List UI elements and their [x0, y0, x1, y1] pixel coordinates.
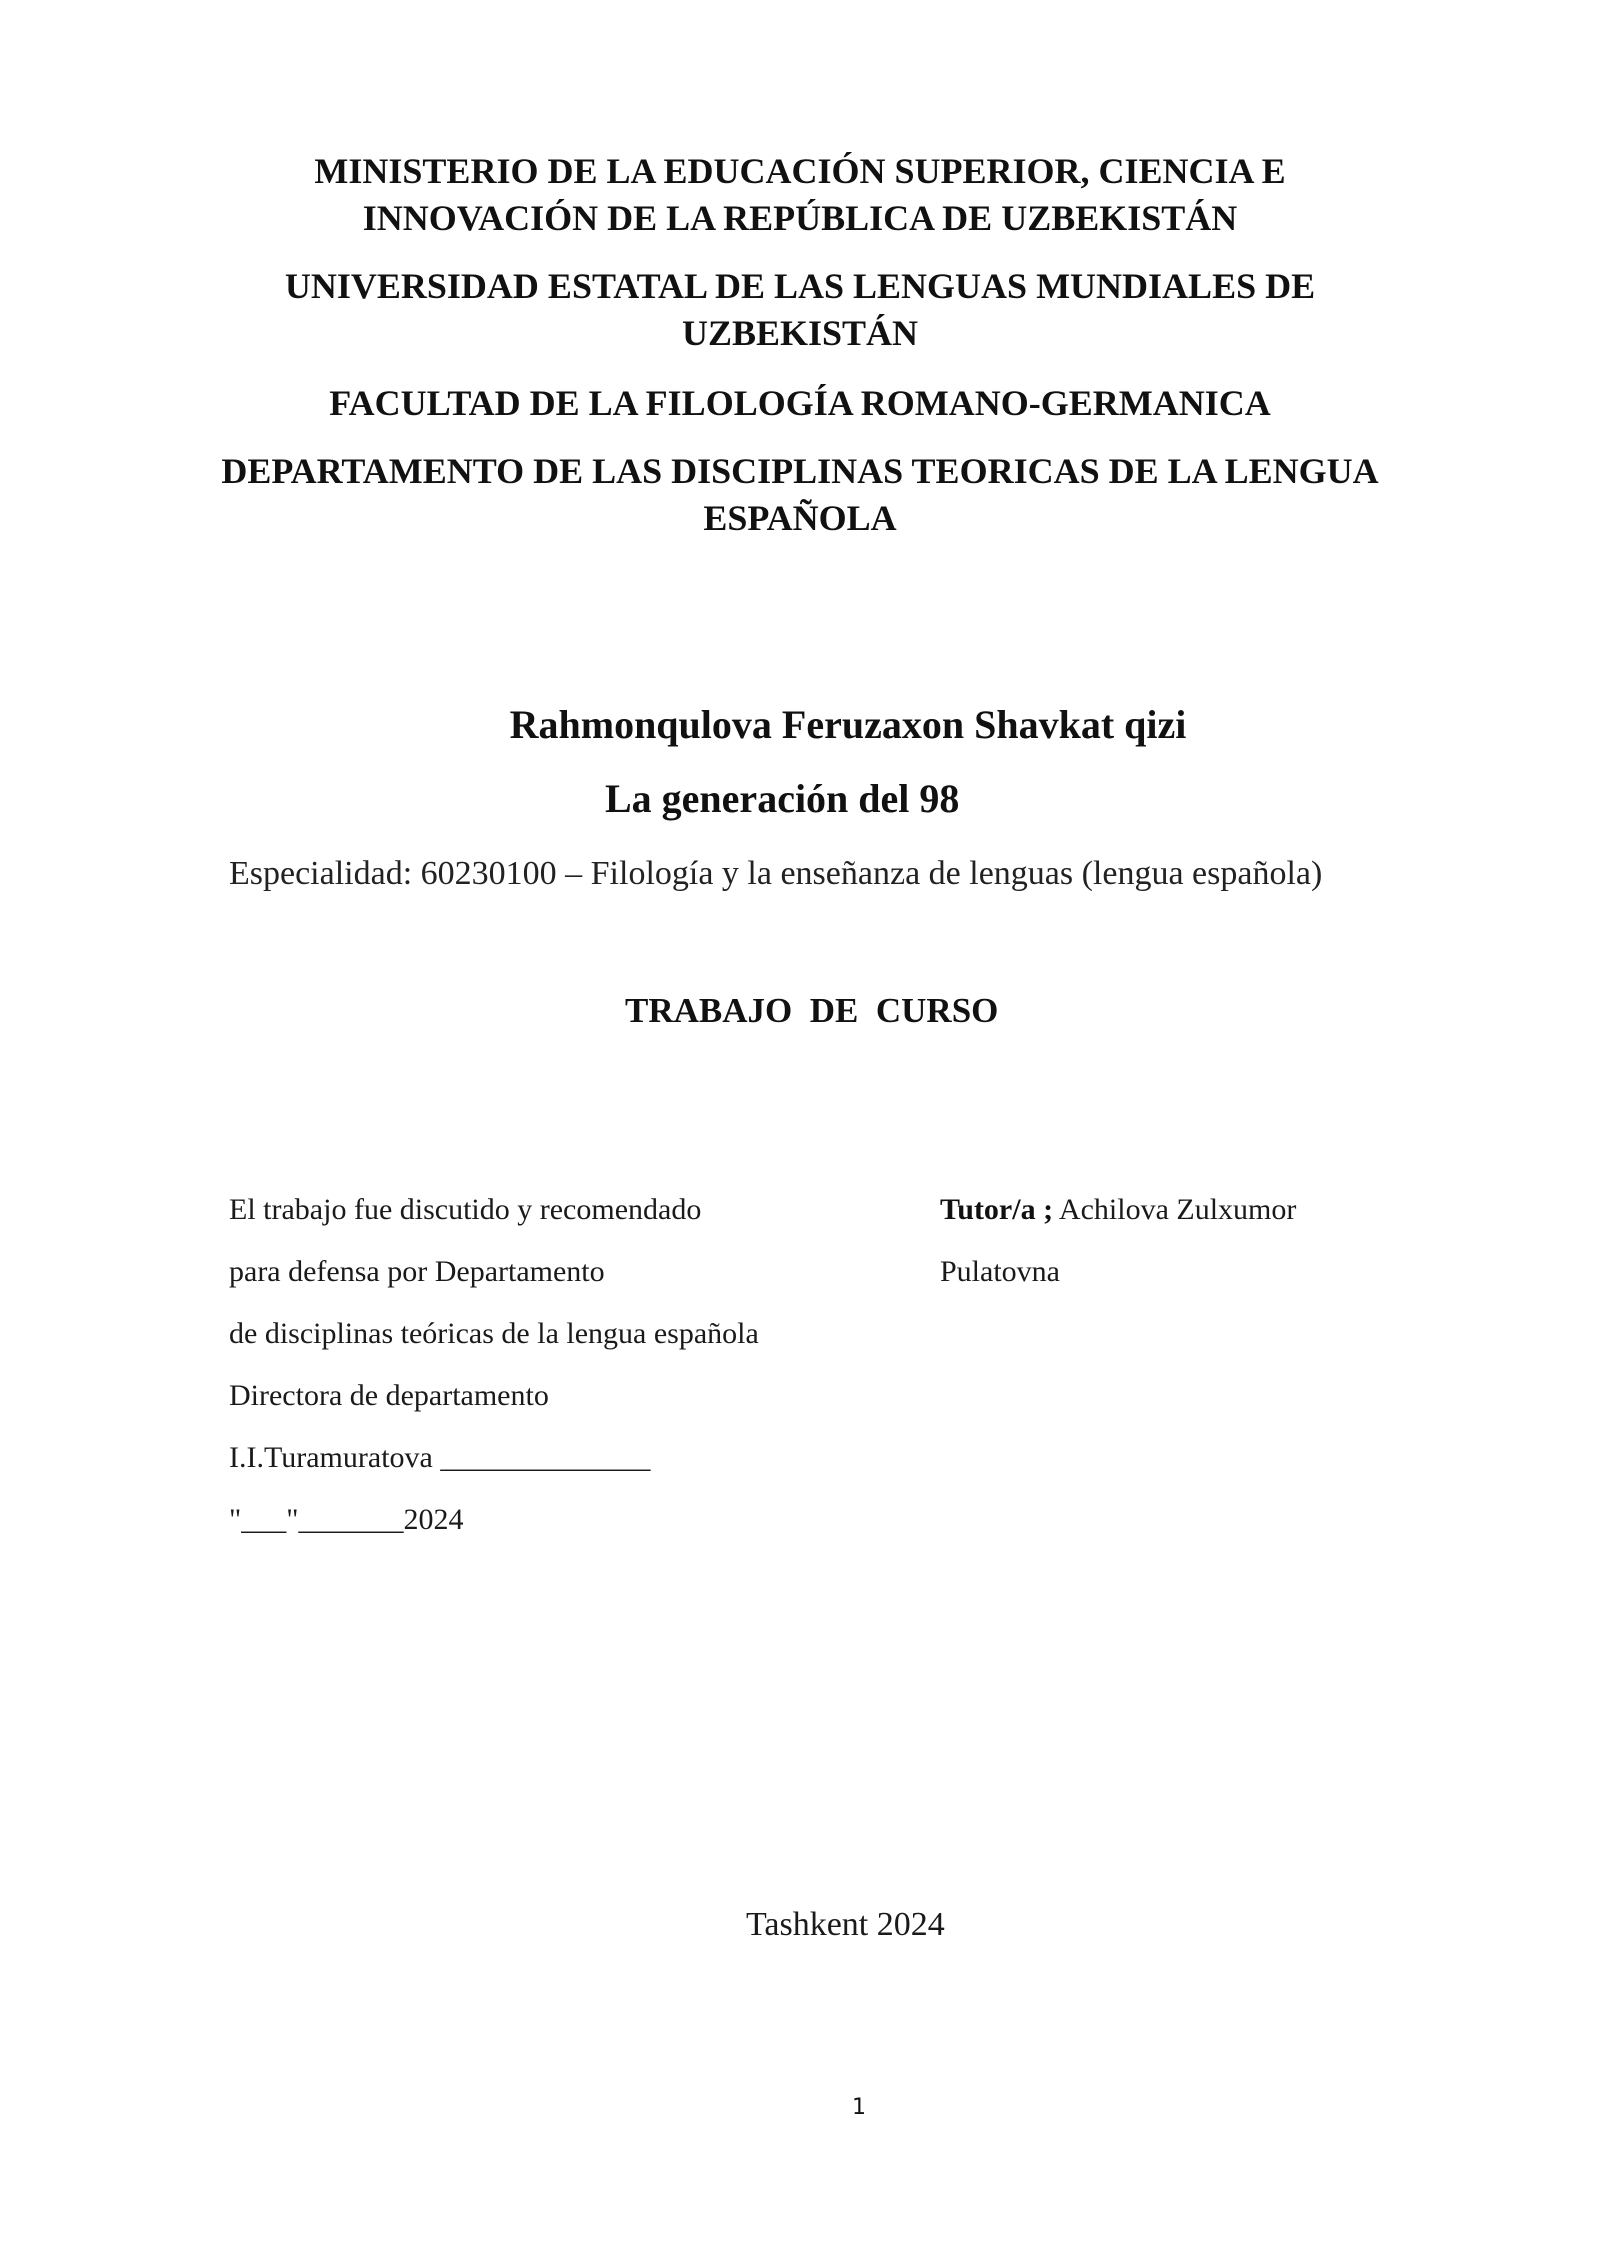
tutor-block	[940, 1192, 1296, 1316]
specialty-line: Especialidad: 60230100 – Filología y la enseñanza de lenguas (lengua española)	[229, 855, 1323, 892]
page-number: 1	[852, 2095, 866, 2120]
work-type: TRABAJO DE CURSO	[625, 991, 999, 1030]
university-line-1: UNIVERSIDAD ESTATAL DE LAS LENGUAS MUNDIALES DE	[284, 266, 1316, 306]
approval-date-line: "___"_______2024	[229, 1503, 464, 1536]
ministry-line-1: MINISTERIO DE LA EDUCACIÓN SUPERIOR, CIENCIA E	[314, 151, 1286, 191]
city-year: Tashkent 2024	[746, 1906, 945, 1943]
faculty-heading	[0, 380, 1600, 427]
author-name: Rahmonqulova Feruzaxon Shavkat qizi	[509, 702, 1187, 747]
approval-line-1: El trabajo fue discutido y recomendado	[229, 1193, 702, 1226]
approval-block	[229, 1192, 759, 1564]
approval-line-2: para defensa por Departamento	[229, 1255, 605, 1288]
ministry-line-2: INNOVACIÓN DE LA REPÚBLICA DE UZBEKISTÁN	[362, 198, 1238, 238]
department-line-2: ESPAÑOLA	[703, 498, 897, 538]
tutor-name-part-1: Achilova Zulxumor	[1053, 1193, 1297, 1226]
university-heading	[0, 263, 1600, 357]
faculty-line: FACULTAD DE LA FILOLOGÍA ROMANO-GERMANICA	[329, 383, 1271, 423]
department-line-1: DEPARTAMENTO DE LAS DISCIPLINAS TEORICAS DE LA LENGUA	[221, 451, 1379, 491]
department-heading	[0, 448, 1600, 542]
tutor-line-1	[940, 1192, 1296, 1254]
director-signature-line: I.I.Turamuratova ______________	[229, 1441, 651, 1474]
work-title: La generación del 98	[605, 776, 960, 821]
tutor-label: Tutor/a ;	[940, 1193, 1054, 1226]
tutor-name-part-2: Pulatovna	[940, 1255, 1060, 1288]
ministry-heading	[0, 148, 1600, 242]
university-line-2: UZBEKISTÁN	[681, 313, 919, 353]
approval-line-3: de disciplinas teóricas de la lengua española	[229, 1317, 759, 1350]
approval-line-4: Directora de departamento	[229, 1379, 549, 1412]
